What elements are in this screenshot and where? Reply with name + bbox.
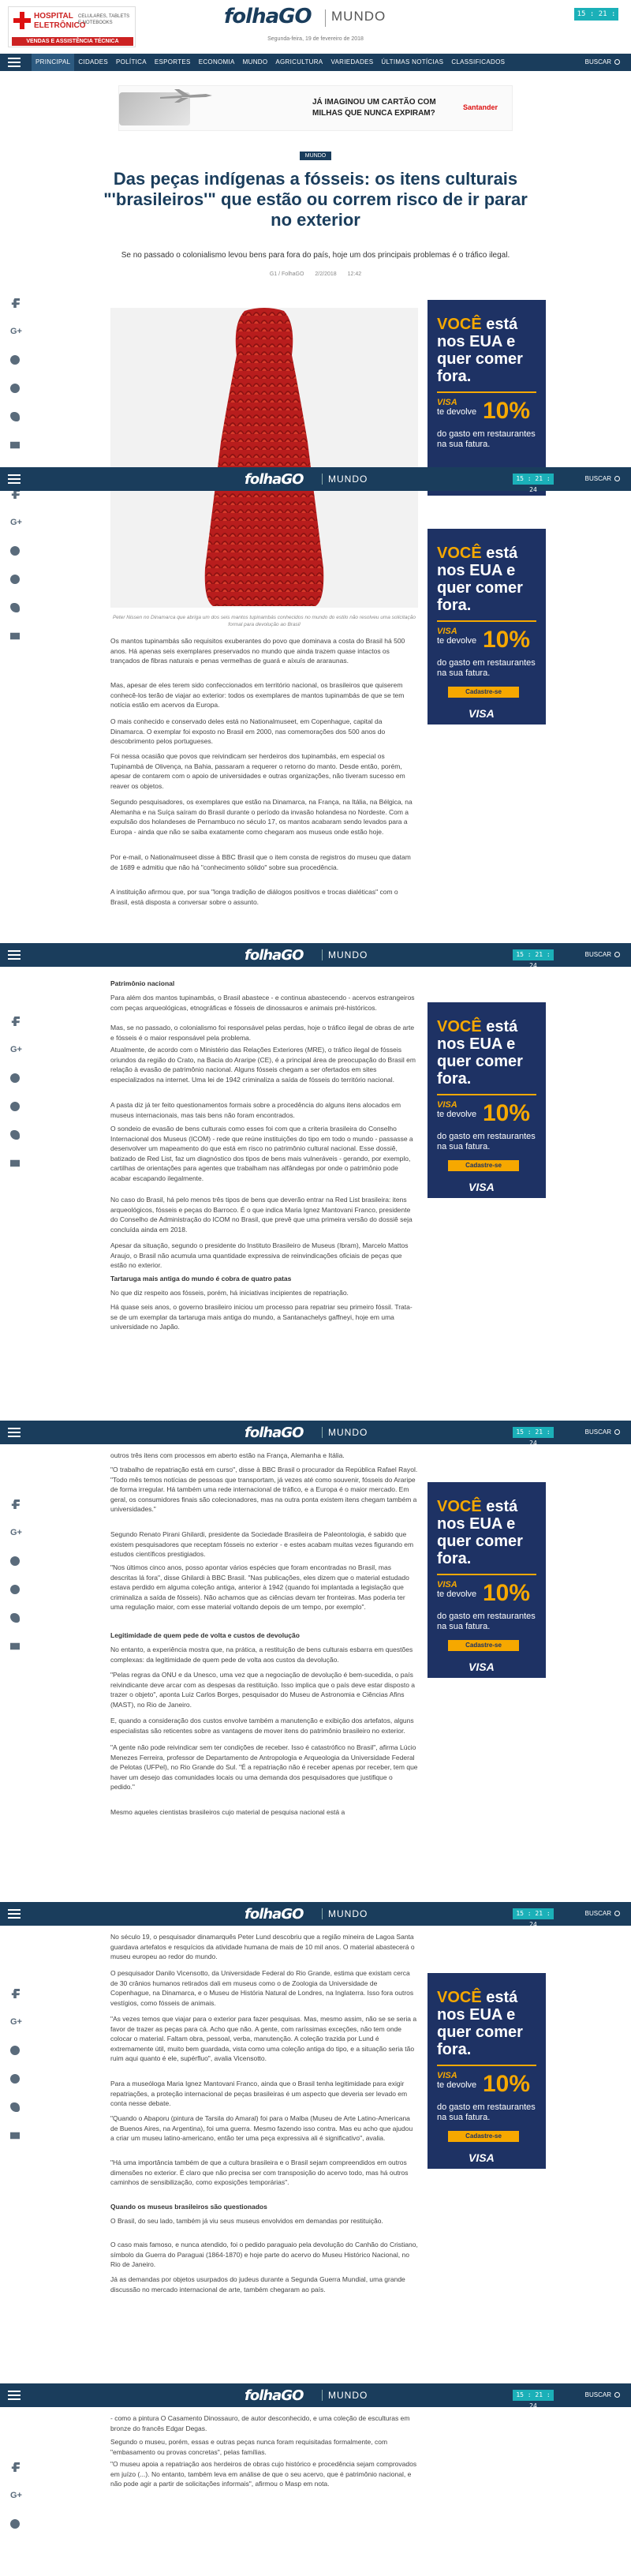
article-headline: Das peças indígenas a fósseis: os itens culturais "'brasileiros'" que estão ou correm risco de ir parar no exterior	[103, 169, 528, 230]
whatsapp-icon[interactable]	[10, 384, 20, 393]
visa-ad-headline	[437, 316, 540, 385]
share-bar	[10, 298, 23, 469]
visa-ad[interactable]	[428, 529, 546, 724]
twitter-icon[interactable]	[10, 412, 20, 421]
visa-ad-voce: VOCÊ	[437, 316, 482, 333]
ad-banner-text: JÁ IMAGINOU UM CARTÃO COM MILHAS QUE NUNCA EXPIRAM?	[312, 98, 436, 118]
share-bar	[10, 489, 23, 660]
logo-go: GO	[281, 947, 304, 964]
logo-folha: folha	[245, 1425, 282, 1441]
article-paragraph: "O trabalho de repatriação está em curso", disse à BBC Brasil o procurador da República Rafael Rayol. "Todo mês temos notícias de pessoas que transportam, já vezes até como souvenir, fósseis do Araripe de forma irregular. Há também uma rede internacional de tráfico, e a Europa é o maior mercado. Em geral, os consumidores finais são colecionadores, mas na outra ponta existem itens chegam também a universidades."	[110, 1466, 418, 1513]
visa-ad-devolve: te devolve	[437, 636, 477, 646]
email-icon[interactable]	[10, 440, 20, 450]
visa-ad-cta-button[interactable]: Cadastre-se	[448, 687, 519, 698]
search-label: BUSCAR	[584, 475, 611, 482]
visa-ad-percent: 10%	[483, 1580, 531, 1606]
hospital-ad-line2: ELETRÔNICO	[34, 21, 86, 30]
article-subtitle: Se no passado o colonialismo levou bens para fora do país, hoje um dos principais problemas é o tráfico ilegal.	[121, 251, 510, 260]
article-paragraph: "Há uma importância também de que a cultura brasileira e o Brasil sejam compreendidos em outros dimensões no exterior. É claro que não precisa ser com transposição do acervo todo, mas há outros caminhos de sensibilização, como exposições temporárias".	[110, 2159, 409, 2186]
visa-ad-voce: VOCÊ	[437, 545, 482, 562]
email-icon[interactable]	[10, 2131, 20, 2140]
google-plus-icon[interactable]: G+	[10, 2491, 22, 2500]
search-icon	[614, 2392, 620, 2398]
article-paragraph: "O museu apoia a repatriação aos herdeiros de obras cujo histórico e procedência sejam comprovados em juízo (...). No entanto, também leva em análise de que o seu acervo, que é patrimônio nacional, e não pode agir a partir de solicitações informais", afirmou o Masp em nota.	[110, 2460, 417, 2488]
twitter-icon[interactable]	[10, 603, 20, 612]
logo-divider	[322, 2390, 323, 2401]
article-paragraph: No século 19, o pesquisador dinamarquês Peter Lund descobriu que a região mineira de Lagoa Santa guardava artefatos e resquícios da atividade humana de mais de 10 mil anos. O material abastecerá o museu europeu ao redor do mundo.	[110, 1933, 415, 1960]
article-subheading: Tartaruga mais antiga do mundo é cobra de quatro patas	[110, 1275, 292, 1282]
visa-logo: VISA	[469, 1181, 495, 1193]
visa-ad-line2: está nos EUA e quer comer fora.	[437, 1018, 523, 1088]
search-label: BUSCAR	[584, 58, 611, 66]
nav-item-cidades[interactable]: CIDADES	[78, 58, 109, 66]
byline-source: G1 / FolhaGO	[269, 271, 304, 277]
article-paragraph: Atualmente, de acordo com o Ministério das Relações Exteriores (MRE), o tráfico ilegal de fósseis oriundos da região do Crato, na Bacia do Araripe (CE), é a principal área de preocupação do Brasil em relação à evasão de patrimônio nacional. Alguns fósseis chegam a ser ofertados em sites especializados na internet. Uma lei de 1942 criminaliza a saída de fósseis do território nacional.	[110, 1046, 416, 1084]
clock: 15 : 21 : 24	[513, 1908, 554, 1919]
article-paragraph: Foi nessa ocasião que povos que reivindicam ser herdeiros dos tupinambás, em especial os Tupinambá de Olivença, na Bahia, passaram a requerer o retorno do manto. Desde então, porém, apesar de contarem com o apoio de universidades e outras organizações, não tiveram sucesso em reaver os objetos.	[110, 752, 405, 790]
hamburger-menu-icon[interactable]	[8, 2391, 21, 2400]
visa-ad-rule	[437, 391, 536, 393]
nav-item-principal[interactable]: PRINCIPAL	[32, 54, 74, 71]
article-subheading: Quando os museus brasileiros são questionados	[110, 2203, 267, 2211]
article-subheading: Legitimidade de quem pede de volta e custos de devolução	[110, 1631, 300, 1639]
messenger-icon[interactable]	[10, 1556, 20, 1566]
search-icon	[614, 59, 620, 65]
article-paragraph: No caso do Brasil, há pelo menos três tipos de bens que deverão entrar na Red List brasileira: itens arqueológicos, fósseis e peças do Barroco. É o que indica Maria Ignez Mantovani Franco, presidente do Conselho de Administração do ICOM no Brasil, que prevê que uma primeira versão do dossiê seja concluída ainda em 2018.	[110, 1196, 413, 1234]
nav-item-agricultura[interactable]: AGRICULTURA	[275, 58, 323, 66]
visa-ad[interactable]	[428, 1002, 546, 1198]
logo-divider	[325, 9, 326, 27]
nav-item-mundo[interactable]: MUNDO	[242, 58, 268, 66]
messenger-icon[interactable]	[10, 546, 20, 556]
section-name: MUNDO	[328, 2390, 368, 2401]
logo-divider	[322, 1427, 323, 1438]
logo-divider	[322, 1908, 323, 1919]
share-bar	[10, 2462, 23, 2548]
clock: 15 : 21 : 24	[574, 8, 618, 21]
search-button[interactable]	[585, 1902, 620, 1926]
visa-ad-headline	[437, 545, 540, 614]
article-paragraph: O Brasil, do seu lado, também já viu seus museus envolvidos em demandas por restituição.	[110, 2217, 383, 2225]
clock: 15 : 21 : 24	[513, 1427, 554, 1438]
visa-ad-visa-word: VISA	[437, 398, 457, 407]
article-paragraph: "Nos últimos cinco anos, posso apontar vários espécies que foram encontradas no Brasil, mas descritas lá fora", disse Ghilardi à BBC Brasil. "Nas publicações, eles dizem que o material estudado estava perdido em alguma coleção antiga, anterior à 1942 (quando foi implantada a legislação que criminaliza a saída de fósseis). Não achamos que as ciências devam ter fronteiras. Mas poderia ter uma regulação maior, com esse material voltando depois de um tempo, por exemplo".	[110, 1563, 409, 1611]
visa-ad-percent: 10%	[483, 1100, 531, 1126]
search-label: BUSCAR	[584, 1428, 611, 1436]
sticky-header	[0, 2383, 631, 2407]
email-icon[interactable]	[10, 631, 20, 641]
nav-items	[32, 54, 509, 71]
site-logo[interactable]	[224, 5, 312, 28]
nav-item-economia[interactable]: ECONOMIA	[198, 58, 235, 66]
visa-ad-devolve: te devolve	[437, 1589, 477, 1599]
visa-ad-cta-button[interactable]: Cadastre-se	[448, 1160, 519, 1171]
sticky-logo[interactable]	[245, 2387, 303, 2404]
logo-folha: folha	[245, 471, 282, 488]
logo-folha: folha	[245, 2387, 282, 2404]
search-icon	[614, 1911, 620, 1916]
article-paragraph: O pesquisador Danilo Vicensotto, da Universidade Federal do Rio Grande, estima que existam cerca de 30 crânios humanos retirados dali em museus como o de Zoologia da Universidade de Copenhague, na Dinamarca, e o Museu de História Natural de Londres, na Inglaterra. Isso fora outros vestígios, como fósseis de animais.	[110, 1969, 414, 2007]
sticky-header	[0, 467, 631, 491]
sticky-logo[interactable]	[245, 1906, 303, 1923]
share-bar	[10, 1017, 23, 1187]
visa-ad-visa-word: VISA	[437, 2071, 457, 2080]
visa-ad-voce: VOCÊ	[437, 1018, 482, 1035]
hamburger-menu-icon[interactable]	[8, 1909, 21, 1919]
facebook-icon[interactable]	[10, 298, 20, 308]
nav-item-politica[interactable]: POLÍTICA	[116, 58, 147, 66]
visa-logo: VISA	[469, 707, 495, 720]
nav-item-ultimas-noticias[interactable]: ÚLTIMAS NOTÍCIAS	[381, 58, 444, 66]
article-paragraph: A pasta diz já ter feito questionamentos formais sobre a procedência do alguns itens alocados em museus internacionais, mas tais bens não foram encontrados.	[110, 1101, 401, 1119]
visa-ad-rule	[437, 2065, 536, 2066]
search-icon	[614, 952, 620, 957]
google-plus-icon[interactable]: G+	[10, 518, 22, 527]
whatsapp-icon[interactable]	[10, 1102, 20, 1111]
section-name: MUNDO	[328, 1908, 368, 1919]
sticky-header	[0, 943, 631, 967]
article-paragraph: Por e-mail, o Nationalmuseet disse à BBC Brasil que o item consta de registros do museu que datam de 1689 e admitiu que não há "conhecimento sólido" sobre sua procedência.	[110, 853, 411, 871]
visa-ad-voce: VOCÊ	[437, 1498, 482, 1515]
sticky-logo[interactable]	[245, 1425, 303, 1441]
site-header	[0, 0, 631, 49]
article-paragraph: Segundo pesquisadores, os exemplares que estão na Dinamarca, na França, na Itália, na Bélgica, na Alemanha e na Suíça saíram do Brasil durante o período da invasão holandesa no Nordeste. Com a expulsão dos holandeses de Pernambuco no século 17, os mantos acabaram sendo levados para a Europa - ainda que não se saiba exatamente como chegaram aos museus onde estão hoje.	[110, 798, 413, 836]
visa-ad-percent: 10%	[483, 2071, 531, 2097]
visa-ad-rule	[437, 1094, 536, 1095]
email-icon[interactable]	[10, 1642, 20, 1651]
sticky-logo[interactable]	[245, 947, 303, 964]
sticky-header	[0, 1902, 631, 1926]
whatsapp-icon[interactable]	[10, 575, 20, 584]
article-subheading: Patrimônio nacional	[110, 979, 175, 987]
article-paragraph: "Pelas regras da ONU e da Unesco, uma vez que a negociação de devolução é bem-sucedida, o país reivindicante deve arcar com as despesas da restituição. Isso implica que o país deve estar disposto a trazer o objeto", aponta Luiz Carlos Borges, pesquisador do Museu de Astronomia e Ciências Afins (MAST), no Rio de Janeiro.	[110, 1671, 416, 1709]
image-caption: Peter Nissen no Dinamarca que abriga um dos seis mantos tupinambás conhecidos no mundo do estilo não resolveu uma solicitação formal para devolução ao Brasil	[112, 615, 416, 627]
twitter-icon[interactable]	[10, 2102, 20, 2112]
section-name: MUNDO	[328, 1427, 368, 1438]
article-paragraph: Para a museóloga Maria Ignez Mantovani Franco, ainda que o Brasil tenha legitimidade para exigir repatriações, a proteção internacional de peças brasileiras é um aspecto que deveria ser levado em conta nesse debate.	[110, 2080, 408, 2107]
search-button[interactable]	[585, 467, 620, 491]
visa-ad-devolve: te devolve	[437, 407, 477, 417]
article-image	[110, 308, 418, 608]
hospital-ad-tagline: CELULARES, TABLETS E NOTEBOOKS	[78, 14, 130, 25]
article-paragraph: Os mantos tupinambás são requisitos exuberantes do povo que dominava a costa do Brasil há 500 anos. Há apenas seis exemplares preservados no mundo que ainda trazem quase intactos os trançados de fibras naturais e penas vermelhas de guará e aíxuís de araraunas.	[110, 637, 405, 665]
google-plus-icon[interactable]: G+	[10, 1045, 22, 1054]
section-name: MUNDO	[328, 949, 368, 960]
visa-ad-visa-word: VISA	[437, 627, 457, 636]
article-paragraph: Segundo o museu, porém, essas e outras peças nunca foram requisitadas formalmente, com "embasamento ou provas concretas", pelas famílias.	[110, 2438, 388, 2456]
main-nav	[0, 54, 631, 71]
article-paragraph: Segundo Renato Pirani Ghilardi, presidente da Sociedade Brasileira de Paleontologia, é sabido que existem pesquisadores que receptam fósseis no exterior - e estes acabam muitas vezes figurando em estudos científicos prestigiados.	[110, 1530, 414, 1558]
visa-ad-body: do gasto em restaurantes na sua fatura.	[437, 1612, 536, 1631]
sticky-logo[interactable]	[245, 471, 303, 488]
article-paragraph: Mas, se no passado, o colonialismo foi responsável pelas perdas, hoje o tráfico ilegal de obras de arte e fósseis é o maior responsável pela problema.	[110, 1024, 415, 1042]
facebook-icon[interactable]	[10, 1989, 20, 1998]
clock: 15 : 21 : 24	[513, 2390, 554, 2401]
facebook-icon[interactable]	[10, 1017, 20, 1026]
facebook-icon[interactable]	[10, 2462, 20, 2472]
hamburger-menu-icon[interactable]	[8, 58, 21, 67]
email-icon[interactable]	[10, 1159, 20, 1168]
messenger-icon[interactable]	[10, 1073, 20, 1083]
whatsapp-icon[interactable]	[10, 2074, 20, 2084]
article-paragraph: A instituição afirmou que, por sua "longa tradição de diálogos positivos e trocas dialéticas" com o Brasil, está disposta a conversar sobre o assunto.	[110, 888, 398, 906]
google-plus-icon[interactable]: G+	[10, 327, 22, 336]
visa-ad-line2: está nos EUA e quer comer fora.	[437, 316, 523, 385]
ad-banner-brand: Santander	[462, 103, 498, 111]
visa-ad[interactable]	[428, 1973, 546, 2169]
search-label: BUSCAR	[584, 1910, 611, 1917]
messenger-icon[interactable]	[10, 2519, 20, 2529]
clock: 15 : 21 : 24	[513, 949, 554, 960]
visa-ad-cta-button[interactable]: Cadastre-se	[448, 1640, 519, 1651]
medical-cross-icon	[13, 12, 31, 29]
visa-logo: VISA	[469, 1661, 495, 1673]
visa-ad-headline	[437, 1018, 540, 1088]
logo-go: GO	[281, 471, 304, 488]
search-button[interactable]	[585, 2383, 620, 2407]
airplane-icon	[159, 88, 214, 103]
nav-item-variedades[interactable]: VARIEDADES	[330, 58, 374, 66]
byline-time: 12:42	[347, 271, 362, 277]
article-paragraph: Há quase seis anos, o governo brasileiro iniciou um processo para repatriar seu primeiro fóssil. Trata-se de um exemplar da tartaruga mais antiga do mundo, a Santanachelys gaffneyi, hoje em uma universidade no Japão.	[110, 1303, 413, 1331]
search-button[interactable]	[585, 943, 620, 967]
visa-ad-headline	[437, 1989, 540, 2058]
visa-ad-line2: está nos EUA e quer comer fora.	[437, 1498, 523, 1567]
visa-ad-body: do gasto em restaurantes na sua fatura.	[437, 1132, 536, 1151]
hamburger-menu-icon[interactable]	[8, 1428, 21, 1437]
logo-folha: folha	[245, 1906, 282, 1923]
visa-ad-voce: VOCÊ	[437, 1989, 482, 2006]
share-bar	[10, 1500, 23, 1670]
article-paragraph: No entanto, a experiência mostra que, na prática, a restituição de bens culturais esbarra em questões complexas: da legitimidade de quem pede de volta aos custos da devolução.	[110, 1646, 413, 1664]
visa-ad-rule	[437, 1574, 536, 1575]
visa-ad-visa-word: VISA	[437, 1100, 457, 1110]
logo-go: GO	[281, 1906, 304, 1923]
article-byline	[0, 271, 631, 277]
article-paragraph: outros três itens com processos em aberto estão na França, Alemanha e Itália.	[110, 1451, 345, 1459]
logo-go: GO	[278, 5, 312, 28]
article-paragraph: "A gente não pode reivindicar sem ter condições de receber. Isso é catastrófico no Brasil", afirma Lúcio Menezes Ferreira, professor de Departamento de Antropologia e Arqueologia da Universidade Federal de Pelotas (UFPel), no Rio Grande do Sul. "É a repatriação não é receber apenas por receber, tem que haver um desejo das comunidades locais ou uma demanda dos pesquisadores que justifique o pedido."	[110, 1743, 418, 1791]
search-icon	[614, 1429, 620, 1435]
search-label: BUSCAR	[584, 951, 611, 958]
twitter-icon[interactable]	[10, 1613, 20, 1623]
google-plus-icon[interactable]: G+	[10, 1528, 22, 1537]
nav-item-classificados[interactable]: CLASSIFICADOS	[451, 58, 506, 66]
article-paragraph: Apesar da situação, segundo o presidente do Instituto Brasileiro de Museus (Ibram), Marcelo Mattos Araujo, o Brasil não acumula uma quantidade expressiva de reinvindicações oficiais de peças que estão no exterior.	[110, 1241, 409, 1269]
article-paragraph: Mas, apesar de eles terem sido confeccionados em território nacional, os brasileiros que quiserem conhecê-los terão de viajar ao exterior: todos os exemplares de mantos tupinambás de que se tem notícia estão em acervos da Europa.	[110, 681, 405, 709]
hamburger-menu-icon[interactable]	[8, 950, 21, 960]
article-paragraph: - como a pintura O Casamento Dinossauro, de autor desconhecido, e uma coleção de esculturas em bronze do francês Edgar Degas.	[110, 2414, 410, 2432]
visa-logo: VISA	[469, 2151, 495, 2164]
article-paragraph: O sondeio de evasão de bens culturais como esses foi com que a criteria brasileira do Conselho Internacional dos Museus (ICOM) - rede que reúne instituições do tipo em todo o mundo - passasse a desenvolver um mapeamento do que está em risco no patrimônio cultural nacional. Esse dossiê, batizado de Red List, faz um diagnóstico dos tipos de bens mais vulneráveis - gerando, por exemplo, cartilhas de orientações para agentes que trabalham nas alfândegas por onde o patrimônio pode acabar escapando ilegalmente.	[110, 1125, 413, 1182]
manto-tupinamba-image	[197, 308, 331, 608]
hospital-ad-bar: VENDAS E ASSISTÊNCIA TÉCNICA	[12, 37, 133, 46]
sticky-header	[0, 1421, 631, 1447]
visa-ad-rule	[437, 620, 536, 622]
article-paragraph: "As vezes temos que viajar para o exterior para fazer pesquisas. Mas, mesmo assim, não se se seria a favor de trazer as peças para cá. Acho que não. A gente, com raríssimas exceções, não tem onde colocar o material. Faltam obra, pessoal, verba, manutenção. A coleção trazida por Lund é extremamente útil, muito bem guardada, vista como uma coleção antiga do tipo, e a situação seria tão ruim aqui quanto é ele, supérfluo", avalia Vicensotto.	[110, 2015, 417, 2062]
search-label: BUSCAR	[584, 2391, 611, 2398]
search-button[interactable]	[585, 1421, 620, 1444]
logo-go: GO	[281, 1425, 304, 1441]
search-icon	[614, 476, 620, 481]
logo-folha: folha	[245, 947, 282, 964]
share-bar	[10, 1989, 23, 2159]
logo-divider	[322, 474, 323, 485]
section-name: MUNDO	[331, 9, 386, 24]
article-paragraph: E, quando a consideração dos custos envolve também a manutenção e exibição dos artefatos, alguns especialistas são reticentes sobre as vantagens de mover itens do patrimônio brasileiro no exterior.	[110, 1717, 414, 1735]
messenger-icon[interactable]	[10, 355, 20, 365]
visa-ad-devolve: te devolve	[437, 1110, 477, 1119]
logo-go: GO	[281, 2387, 304, 2404]
messenger-icon[interactable]	[10, 2046, 20, 2055]
visa-ad-line2: está nos EUA e quer comer fora.	[437, 545, 523, 614]
google-plus-icon[interactable]: G+	[10, 2017, 22, 2027]
hospital-ad-line1: HOSPITAL	[34, 12, 73, 21]
search-button[interactable]	[585, 54, 620, 71]
hamburger-menu-icon[interactable]	[8, 474, 21, 484]
facebook-icon[interactable]	[10, 1500, 20, 1509]
section-name: MUNDO	[328, 474, 368, 485]
byline-date: 2/2/2018	[315, 271, 337, 277]
visa-ad[interactable]	[428, 300, 546, 496]
visa-ad-visa-word: VISA	[437, 1580, 457, 1589]
article-paragraph: Mesmo aqueles cientistas brasileiros cujo material de pesquisa nacional está a	[110, 1808, 345, 1816]
article-paragraph: Já as demandas por objetos usurpados do judeus durante a Segunda Guerra Mundial, uma grande discussão no mercado internacional de arte, também chegaram ao país.	[110, 2275, 405, 2293]
visa-ad-percent: 10%	[483, 627, 531, 653]
visa-ad-headline	[437, 1498, 540, 1567]
article-paragraph: Para além dos mantos tupinambás, o Brasil abastece - e continua abastecendo - acervos estrangeiros com peças arqueológicas, etnográficas e fósseis de dinossauros e animais pré-históricos.	[110, 994, 415, 1012]
nav-item-esportes[interactable]: ESPORTES	[154, 58, 191, 66]
whatsapp-icon[interactable]	[10, 1585, 20, 1594]
article-paragraph: No que diz respeito aos fósseis, porém, há iniciativas incipientes de repatriação.	[110, 1289, 349, 1297]
logo-folha: folha	[224, 5, 279, 28]
twitter-icon[interactable]	[10, 1130, 20, 1140]
logo-divider	[322, 949, 323, 960]
visa-ad-cta-button[interactable]: Cadastre-se	[448, 2131, 519, 2142]
visa-ad-devolve: te devolve	[437, 2080, 477, 2090]
clock: 15 : 21 : 24	[513, 474, 554, 485]
visa-ad-body: do gasto em restaurantes na sua fatura.	[437, 658, 536, 678]
visa-ad-body: do gasto em restaurantes na sua fatura.	[437, 2102, 536, 2122]
article-paragraph: O mais conhecido e conservado deles está no Nationalmuseet, em Copenhague, capital da Dinamarca. O exemplar foi exposto no Brasil em 2000, nas comemorações dos 500 anos do descobrimento pelos portugueses.	[110, 717, 386, 745]
article-paragraph: O caso mais famoso, e nunca atendido, foi o pedido paraguaio pela devolução do Canhão do Cristiano, símbolo da Guerra do Paraguai (1864-1870) e hoje parte do acervo do Museu Histórico Nacional, no Rio de Janeiro.	[110, 2241, 418, 2268]
current-date: Segunda-feira, 19 de fevereiro de 2018	[267, 36, 364, 42]
visa-ad-percent: 10%	[483, 398, 531, 424]
santander-ad-banner[interactable]	[118, 85, 513, 131]
visa-ad-line2: está nos EUA e quer comer fora.	[437, 1989, 523, 2058]
article-section-tag[interactable]: MUNDO	[300, 152, 331, 160]
visa-ad-body: do gasto em restaurantes na sua fatura.	[437, 429, 536, 449]
visa-ad[interactable]	[428, 1482, 546, 1678]
article-paragraph: "Quando o Abaporu (pintura de Tarsila do Amaral) foi para o Malba (Museu de Arte Latino-Americana de Buenos Aires, na Argentina), foi uma guerra. Mesmo fazendo isso contra. Mas eu acho que ajudou a criar um museu latino-americano, então ter uma peça expressiva ali é significativo", avalia.	[110, 2114, 413, 2142]
